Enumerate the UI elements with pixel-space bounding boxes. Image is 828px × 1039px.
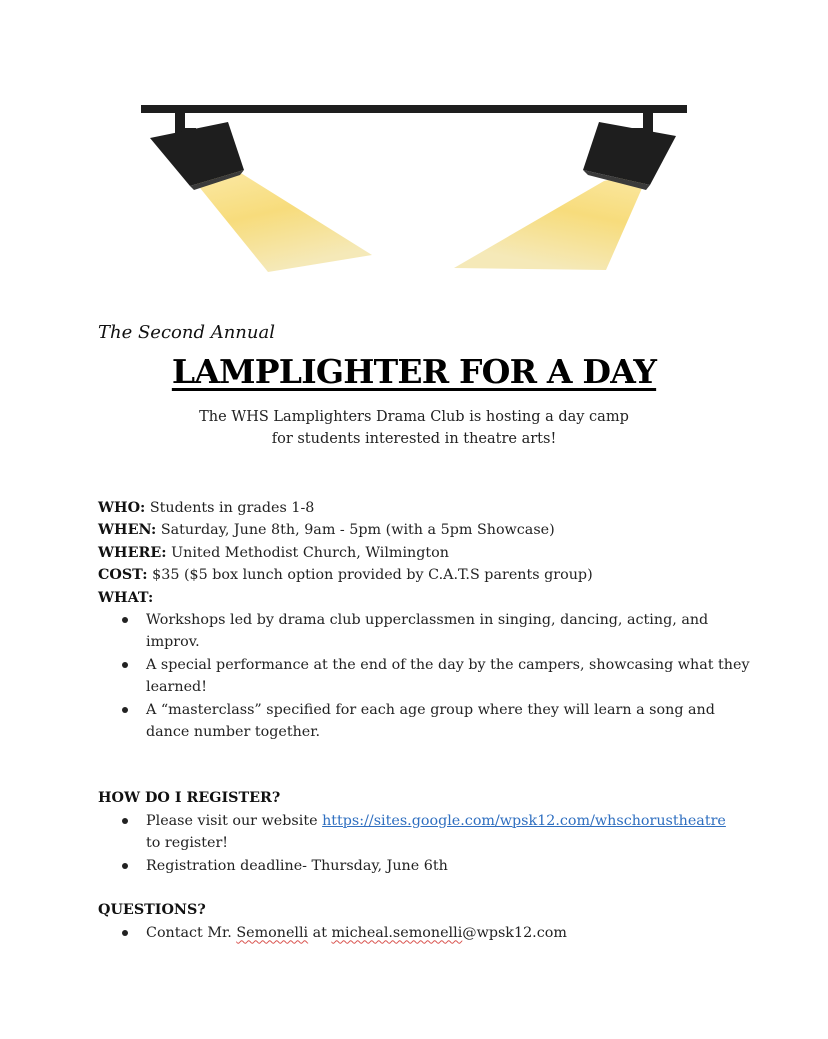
bullet-icon [122,818,128,824]
bullet-icon [122,617,128,623]
list-item [98,609,758,654]
cost-value: $35 ($5 box lunch option provided by C.A.T.S parents group) [152,567,593,584]
page-title-text: LAMPLIGHTER FOR A DAY [171,352,657,391]
registration-website-link[interactable]: https://sites.google.com/wpsk12.com/whschorustheatre [322,812,726,829]
who-value: Students in grades 1-8 [149,500,315,516]
list-item [98,810,758,855]
bullet-icon [122,662,128,668]
who-label: WHO: [98,500,146,516]
what-item-1: Workshops led by drama club upperclassmen in singing, dancing, acting, and improv. [146,612,709,651]
where-row [98,542,758,564]
kicker-text: The Second Annual [98,322,275,343]
left-light-beam [196,170,372,272]
what-item-3: A “masterclass” specified for each age group where they will learn a song and dance number together. [146,701,715,741]
light-track-bar [141,105,687,113]
questions-list [98,922,758,944]
subtitle-line-1: The WHS Lamplighters Drama Club is hosting a day camp [199,409,629,425]
list-item [98,654,758,699]
registration-deadline: Registration deadline- Thursday, June 6th [146,857,448,874]
contact-email-user[interactable]: micheal.semonelli [331,924,463,941]
where-label: WHERE: [98,544,167,561]
list-item [98,699,758,744]
bullet-icon [122,863,128,869]
contact-email-domain[interactable]: @wpsk12.com [462,924,567,941]
where-value: United Methodist Church, Wilmington [171,544,449,561]
contact-prefix: Contact Mr. [146,924,237,941]
what-item-2: A special performance at the end of the day by the campers, showcasing what they learned! [146,656,750,696]
list-item [98,922,758,944]
what-label: WHAT: [98,589,154,606]
when-row [98,519,758,541]
subtitle-line-2: for students interested in theatre arts! [271,431,557,447]
when-label: WHEN: [98,522,157,539]
who-row [98,497,758,519]
subtitle [0,406,828,450]
spotlights-illustration [0,0,828,300]
register-heading: HOW DO I REGISTER? [98,790,281,807]
what-row [98,587,758,609]
when-value: Saturday, June 8th, 9am - 5pm (with a 5pm Showcase) [160,522,555,539]
bullet-icon [122,707,128,713]
register-list [98,810,758,877]
cost-row [98,564,758,586]
list-item [98,855,758,877]
register-suffix: to register! [146,835,229,852]
right-light-beam [454,170,650,270]
bullet-icon [122,930,128,936]
contact-name: Semonelli [236,924,309,941]
event-details [98,497,758,944]
contact-mid: at [308,924,332,941]
page-title [0,352,828,391]
what-list [98,609,758,743]
register-prefix: Please visit our website [146,812,323,829]
questions-heading: QUESTIONS? [98,902,206,919]
cost-label: COST: [98,567,148,584]
